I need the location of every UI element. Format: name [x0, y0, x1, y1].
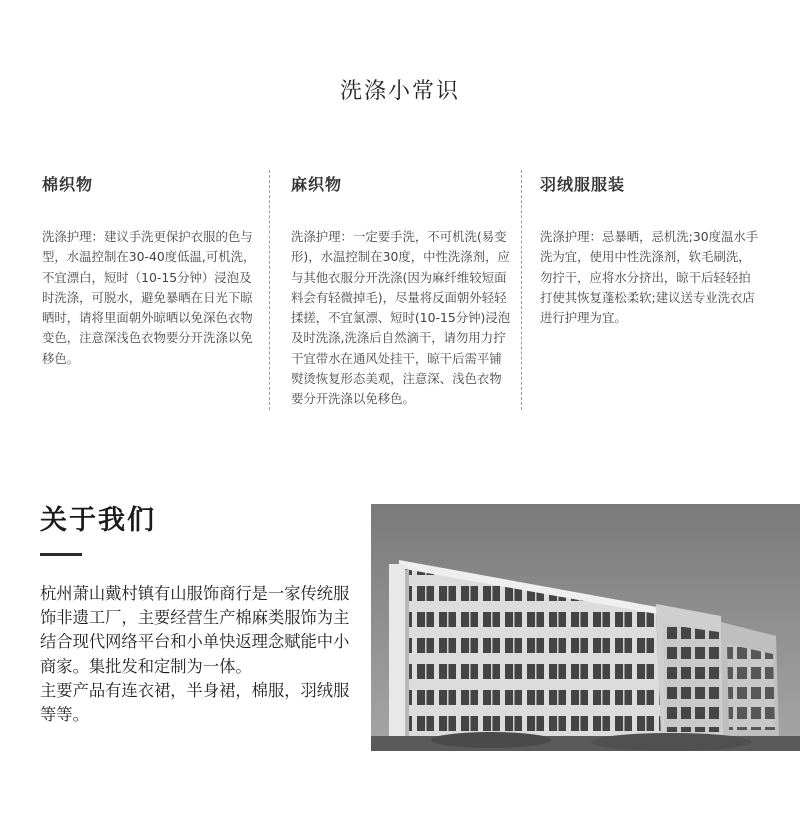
column-divider — [521, 170, 522, 410]
care-heading-down: 羽绒服服装 — [540, 175, 626, 194]
column-divider — [269, 170, 270, 410]
about-paragraph: 杭州萧山戴村镇有山服饰商行是一家传统服饰非遗工厂，主要经营生产棉麻类服饰为主 — [40, 584, 350, 628]
about-text — [40, 582, 360, 727]
about-paragraph: 主要产品有连衣裙，半身裙，棉服，羽绒服等等。 — [40, 680, 350, 725]
care-text-down: 洗涤护理：忌暴晒，忌机洗;30度温水手洗为宜，使用中性洗涤剂，软毛刷洗，勿拧干，应将水分挤出，晾干后轻轻拍打使其恢复蓬松柔软;建议送专业洗衣店进行护理为宜。 — [540, 229, 759, 326]
factory-building-photo — [371, 504, 800, 751]
about-title-underline — [40, 553, 82, 556]
care-text-linen: 洗涤护理：一定要手洗，不可机洗(易变形)，水温控制在30度，中性洗涤剂，应与其他衣服分开洗涤(因为麻纤维较短面料会有轻微掉毛)，尽量将反面朝外轻轻揉搓，不宜氯漂、短时(10-15分钟)浸泡及时洗涤,洗涤后自然滴干，请勿用力拧干宜带水在通风处挂干，晾干后需平铺熨烫恢复形态美观，注意深、浅色衣物要分开洗涤以免移色。 — [291, 229, 511, 407]
care-column-down — [540, 172, 760, 328]
care-column-linen — [291, 172, 513, 410]
about-title: 关于我们 — [40, 505, 156, 536]
care-column-cotton — [42, 172, 257, 369]
about-paragraph: 结合现代网络平台和小单快返理念赋能中小商家。集批发和定制为一体。 — [40, 632, 350, 676]
care-heading-linen: 麻织物 — [291, 175, 343, 194]
care-text-cotton: 洗涤护理：建议手洗更保护衣服的色与型，水温控制在30-40度低温,可机洗，不宜漂白，短时（10-15分钟）浸泡及时洗涤，可脱水，避免暴晒在日光下晾晒时，请将里面朝外晾晒以免深色衣物变色，注意深浅色衣物要分开洗涤以免移色。 — [42, 229, 256, 366]
page-title: 洗涤小常识 — [339, 79, 460, 104]
care-heading-cotton: 棉织物 — [42, 175, 94, 194]
